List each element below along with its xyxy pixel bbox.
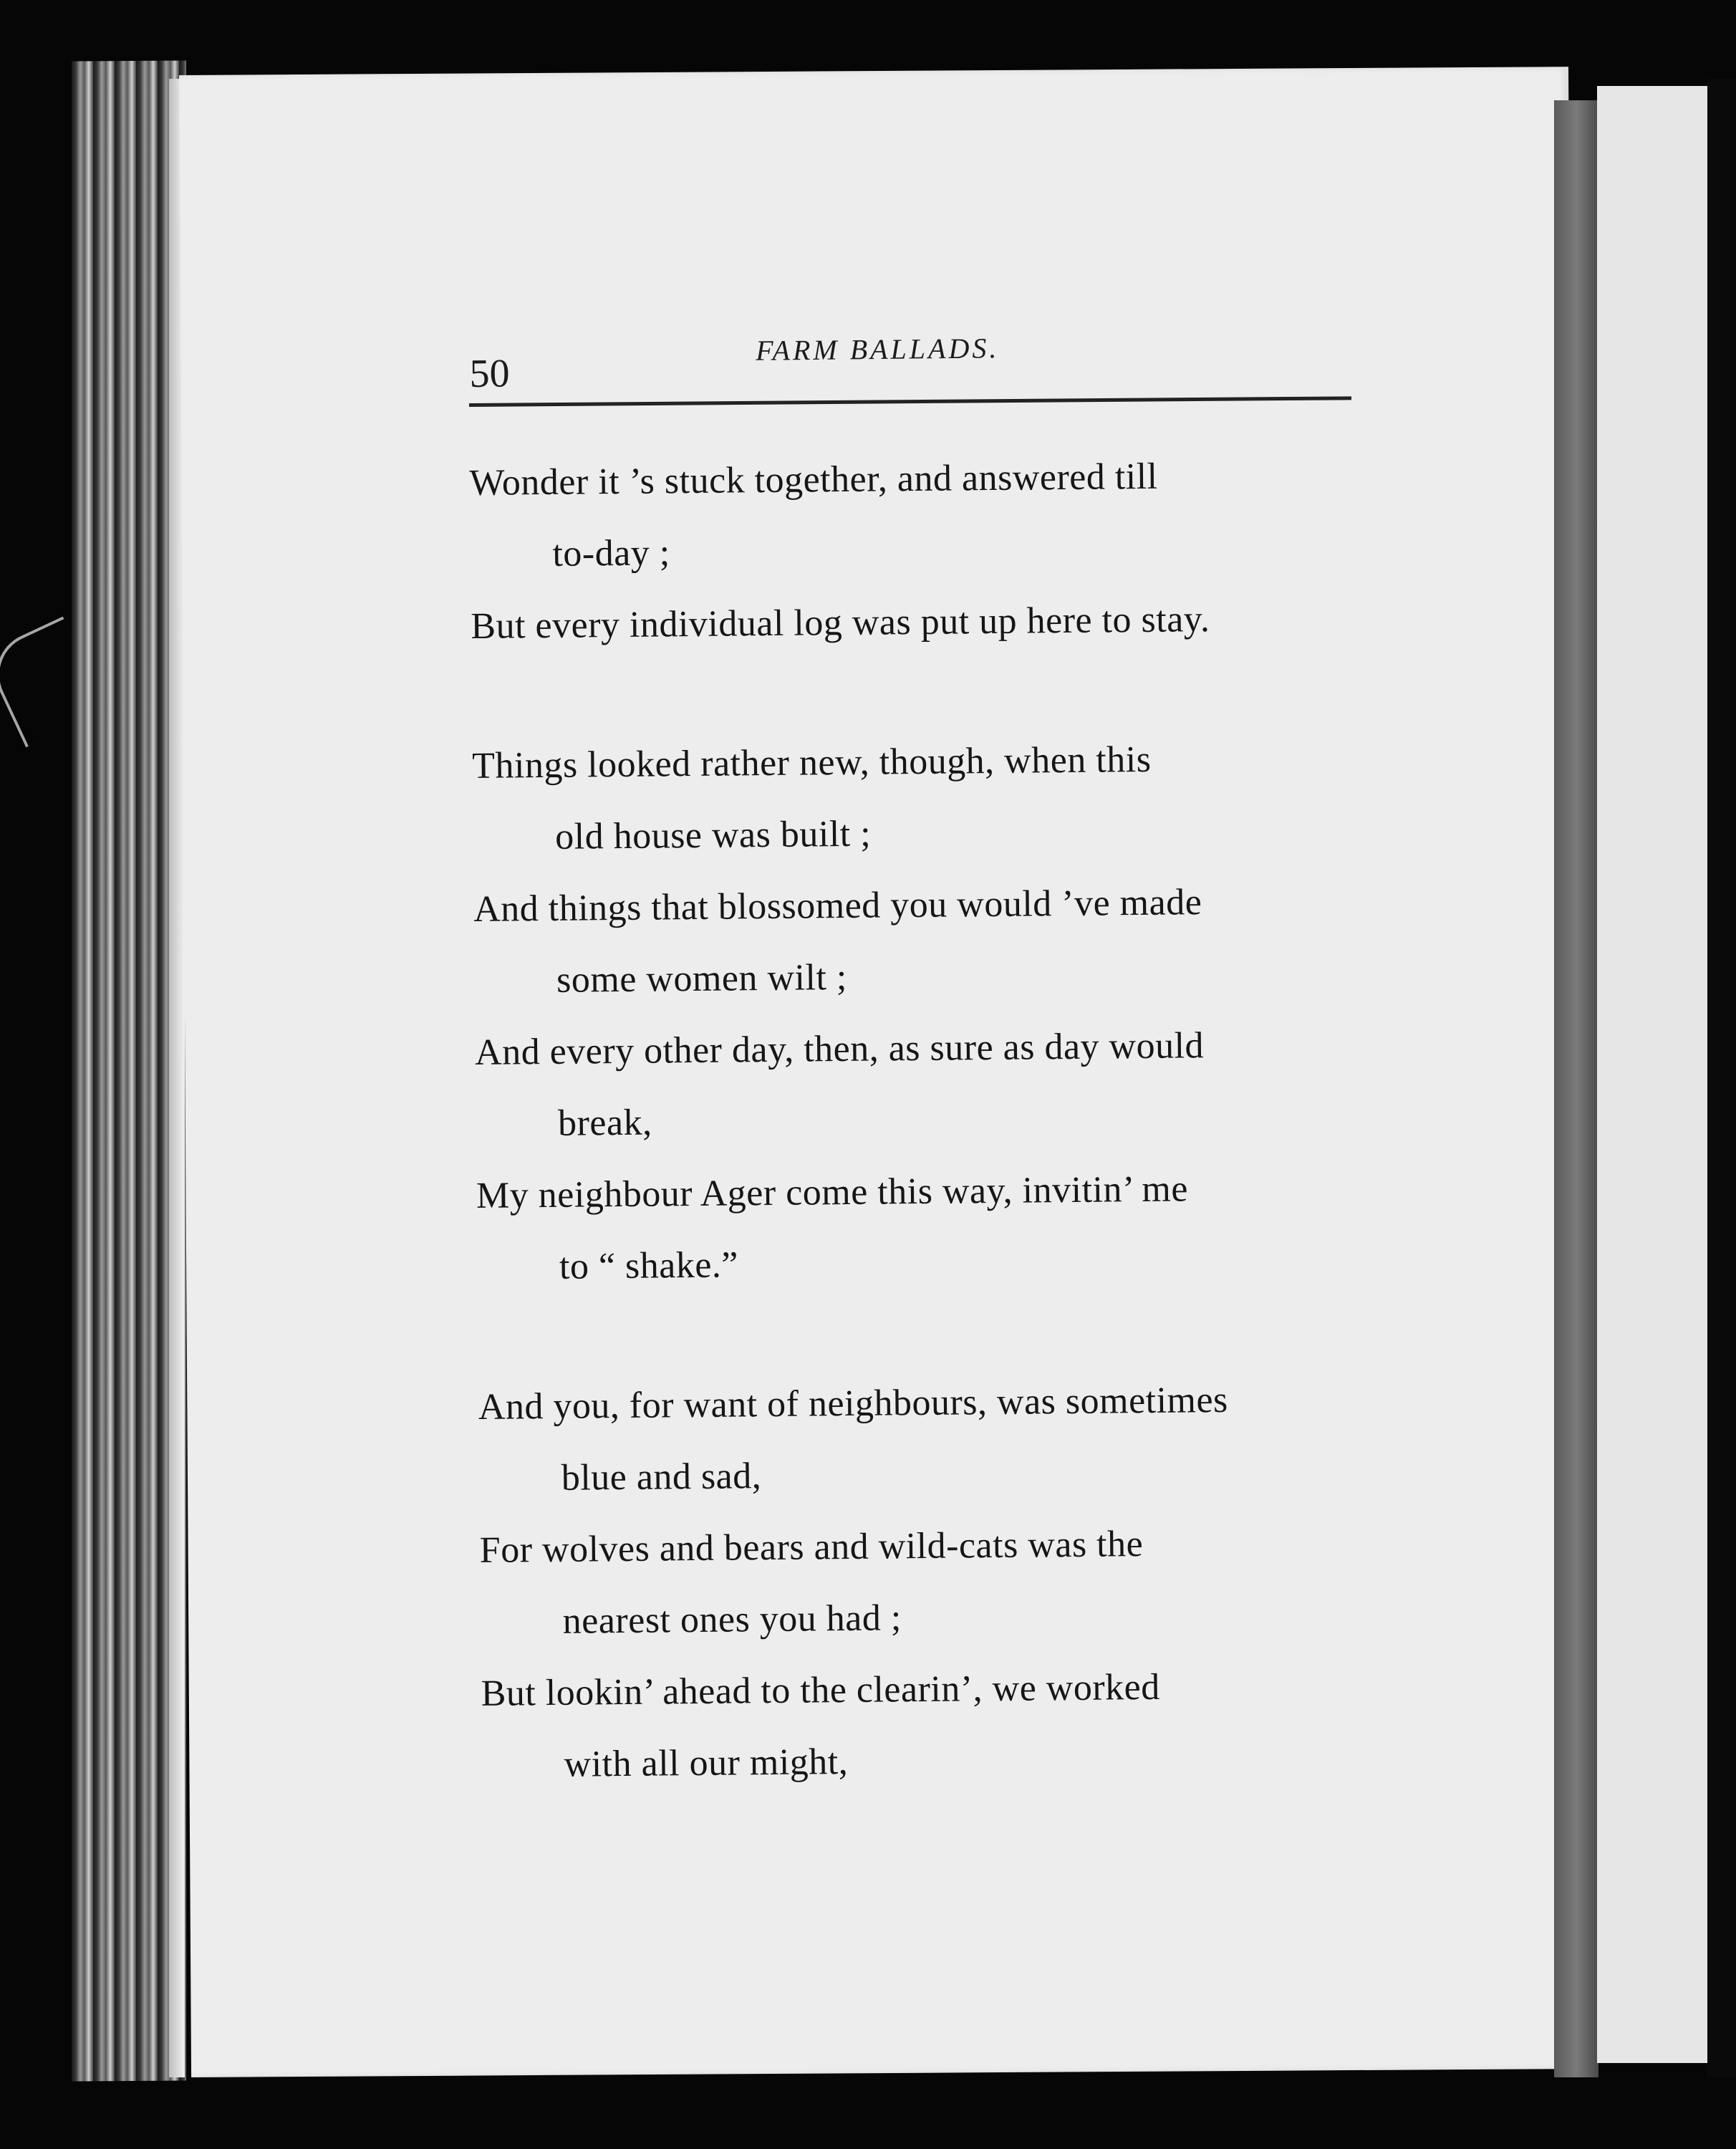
- verse-line-continuation: nearest ones you had ;: [562, 1597, 902, 1642]
- verse-line: But every individual log was put up here to stay.: [471, 599, 1210, 647]
- page-header: [469, 327, 1351, 401]
- stanza: [478, 1363, 1399, 1802]
- running-head: FARM BALLADS.: [755, 332, 1000, 367]
- verse-line: And things that blossomed you would ’ve made: [473, 882, 1202, 930]
- verse-line-continuation: blue and sad,: [561, 1456, 762, 1499]
- poem-text: [469, 439, 1399, 1870]
- verse-line-continuation: break,: [557, 1102, 652, 1144]
- verse-line: And every other day, then, as sure as day would: [474, 1025, 1205, 1073]
- page-number: 50: [469, 351, 510, 396]
- verse-line: And you, for want of neighbours, was sometimes: [478, 1379, 1229, 1428]
- verse-line-continuation: with all our might,: [564, 1741, 849, 1785]
- stanza: [469, 439, 1388, 663]
- verse-line: But lookin’ ahead to the clearin’, we worked: [481, 1666, 1160, 1714]
- verse-line-continuation: to-day ;: [552, 532, 670, 574]
- verse-line-continuation: old house was built ;: [554, 813, 872, 857]
- verse-line-continuation: some women wilt ;: [556, 956, 848, 1001]
- facing-page: [1597, 86, 1712, 2063]
- book-fold: [1554, 100, 1598, 2077]
- stanza: [472, 722, 1394, 1304]
- verse-line-continuation: to “ shake.”: [559, 1244, 739, 1287]
- verse-line: My neighbour Ager come this way, invitin’ me: [476, 1168, 1189, 1216]
- verse-line: Wonder it ’s stuck together, and answered till: [469, 456, 1158, 504]
- scan-border-right: [1707, 79, 1736, 2077]
- verse-line: Things looked rather new, though, when this: [471, 739, 1152, 787]
- verse-line: For wolves and bears and wild-cats was the: [479, 1524, 1144, 1571]
